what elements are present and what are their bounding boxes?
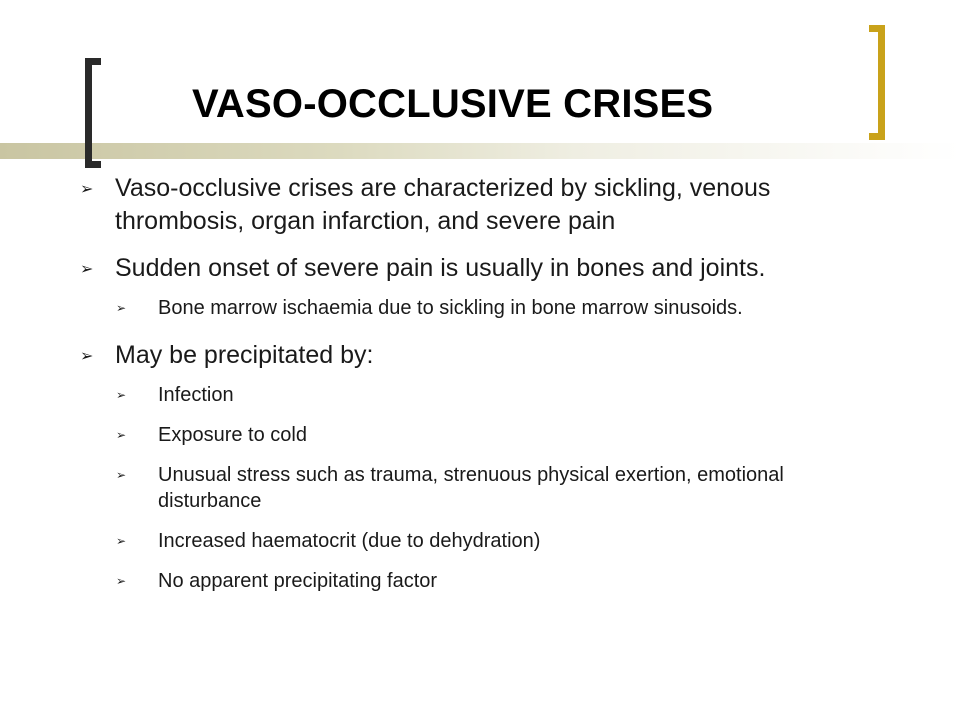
arrowhead-bullet-icon: ➢ [116,388,127,402]
sub-list-item [80,462,880,514]
sub-list-item-text: Unusual stress such as trauma, strenuous physical exertion, emotional disturbance [158,464,784,512]
arrowhead-bullet-icon: ➢ [80,179,94,198]
sub-list-item [80,382,880,408]
list-item [80,252,880,285]
header-band [0,143,960,159]
list-item-text: Vaso-occlusive crises are characterized by sickling, venous thrombosis, organ infarction, and severe pain [115,174,771,235]
arrowhead-bullet-icon: ➢ [116,301,127,315]
slide-title: VASO-OCCLUSIVE CRISES [192,82,714,126]
sub-list-item [80,295,880,321]
arrowhead-bullet-icon: ➢ [116,574,127,588]
arrowhead-bullet-icon: ➢ [116,468,127,482]
right-bracket-decoration [869,25,885,140]
slide-content [80,172,880,608]
sub-list-item [80,528,880,554]
sub-list-item [80,422,880,448]
sub-list-item-text: Exposure to cold [158,424,307,446]
list-item [80,172,880,238]
sub-list-item-text: Bone marrow ischaemia due to sickling in bone marrow sinusoids. [158,297,743,319]
arrowhead-bullet-icon: ➢ [80,346,94,365]
list-item [80,339,880,372]
arrowhead-bullet-icon: ➢ [80,259,94,278]
sub-list-item [80,568,880,594]
list-item-text: May be precipitated by: [115,341,374,369]
sub-list-item-text: Infection [158,384,234,406]
arrowhead-bullet-icon: ➢ [116,534,127,548]
list-item-text: Sudden onset of severe pain is usually in bones and joints. [115,254,766,282]
sub-list-item-text: Increased haematocrit (due to dehydration) [158,530,541,552]
sub-list-item-text: No apparent precipitating factor [158,570,438,592]
arrowhead-bullet-icon: ➢ [116,428,127,442]
left-bracket-decoration [85,58,101,168]
